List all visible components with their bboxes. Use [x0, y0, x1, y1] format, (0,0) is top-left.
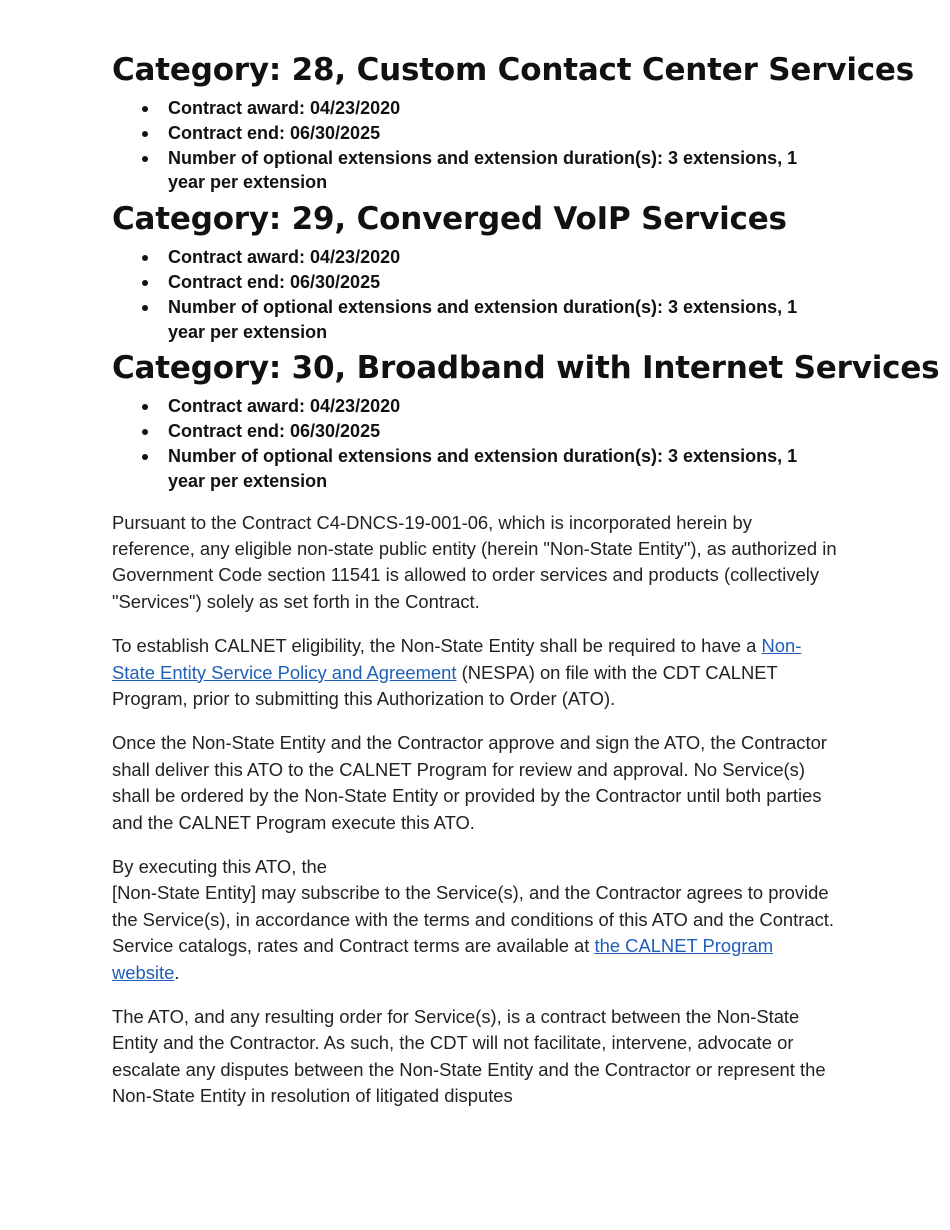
category-28-heading: Category: 28, Custom Contact Center Services — [112, 52, 915, 88]
extensions-item: Number of optional extensions and extension duration(s): 3 extensions, 1 year per extension — [168, 444, 838, 494]
contract-award-item: Contract award: 04/23/2020 — [168, 394, 838, 419]
extensions-item: Number of optional extensions and extension duration(s): 3 extensions, 1 year per extension — [168, 295, 838, 345]
category-29-heading: Category: 29, Converged VoIP Services — [112, 201, 787, 238]
category-30-heading: Category: 30, Broadband with Internet Services — [112, 350, 940, 387]
executing-text-end: . — [174, 961, 180, 983]
category-29-list — [112, 245, 838, 344]
contract-award-item: Contract award: 04/23/2020 — [168, 245, 838, 270]
category-30-list — [112, 394, 838, 493]
category-29-section — [112, 199, 838, 344]
paragraph-executing — [112, 854, 838, 986]
executing-text-line1: By executing this ATO, the — [112, 856, 328, 878]
eligibility-text-after: (NESPA) on file with the CDT CALNET Program, prior to submitting this Authorization to Order (ATO). — [112, 661, 778, 709]
nespa-link[interactable]: Non-State Entity Service Policy and Agreement — [112, 635, 802, 683]
paragraph-pursuant: Pursuant to the Contract C4-DNCS-19-001-06, which is incorporated herein by reference, any eligible non-state public entity (herein "Non-State Entity"), as authorized in Government Code section 11541 is allowed to order services and products (collectively "Services") solely as set forth in the Contract. — [112, 511, 837, 612]
paragraph-disputes: The ATO, and any resulting order for Service(s), is a contract between the Non-State Entity and the Contractor. As such, the CDT will not facilitate, intervene, advocate or escalate any disputes between the Non-State Entity and the Contractor or represent the Non-State Entity in resolution of litigated disputes — [112, 1006, 826, 1107]
paragraph-approval: Once the Non-State Entity and the Contractor approve and sign the ATO, the Contractor shall deliver this ATO to the CALNET Program for review and approval. No Service(s) shall be ordered by the Non-State Entity or provided by the Contractor until both parties and the CALNET Program execute this ATO. — [112, 732, 827, 833]
calnet-website-link[interactable]: the CALNET Program website — [112, 935, 774, 983]
contract-end-item: Contract end: 06/30/2025 — [168, 419, 838, 444]
eligibility-text-before: To establish CALNET eligibility, the Non-State Entity shall be required to have a — [112, 635, 762, 657]
category-28-list — [112, 96, 838, 195]
contract-award-item: Contract award: 04/23/2020 — [168, 96, 838, 121]
category-30-section — [112, 348, 940, 493]
extensions-item: Number of optional extensions and extension duration(s): 3 extensions, 1 year per extension — [168, 146, 838, 196]
contract-end-item: Contract end: 06/30/2025 — [168, 270, 838, 295]
category-28-section — [112, 50, 915, 195]
paragraph-eligibility — [112, 633, 838, 712]
contract-end-item: Contract end: 06/30/2025 — [168, 121, 838, 146]
executing-text-rest: [Non-State Entity] may subscribe to the Service(s), and the Contractor agrees to provide the Service(s), in accordance with the terms and conditions of this ATO and the Contract. Service catalogs, rates and Contract terms are available at — [112, 882, 835, 957]
